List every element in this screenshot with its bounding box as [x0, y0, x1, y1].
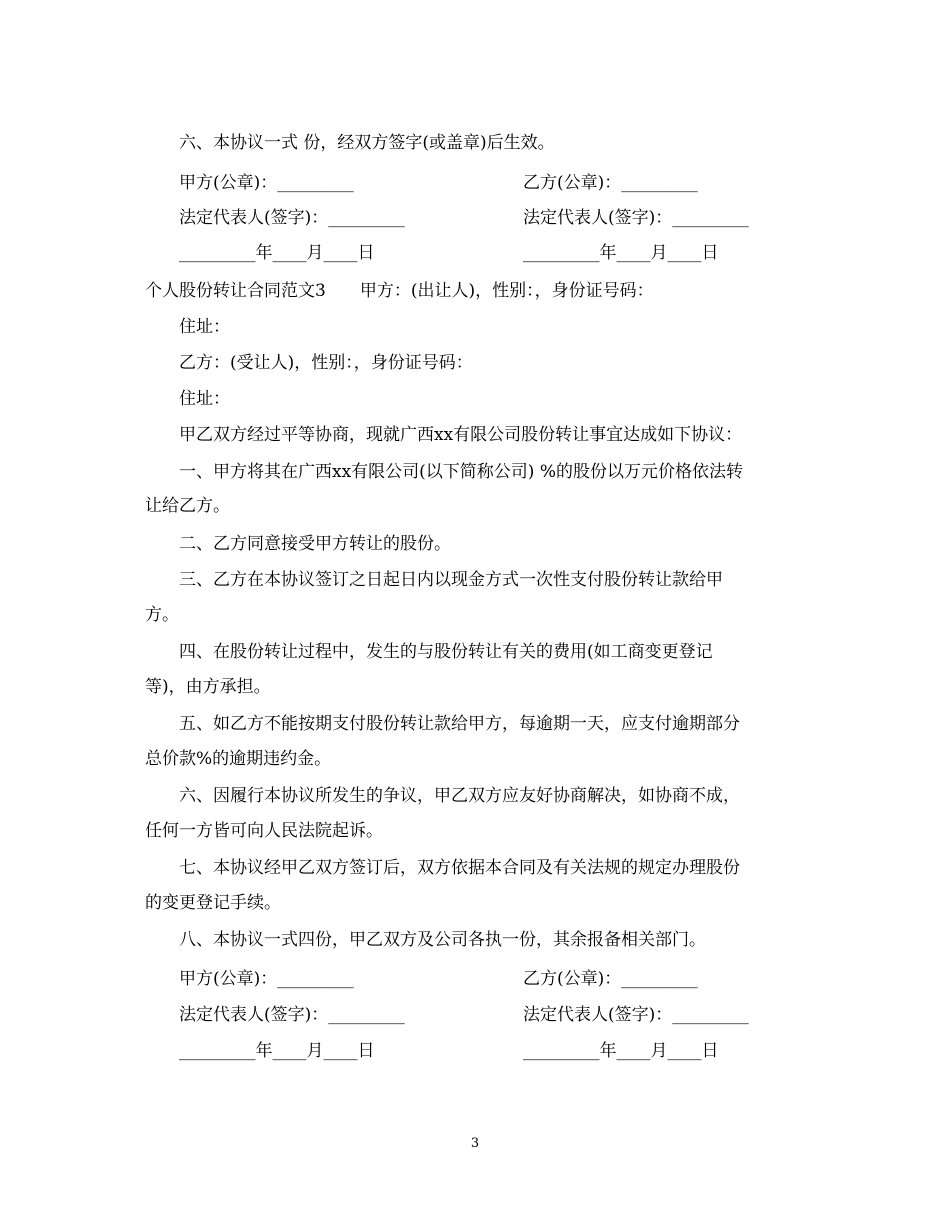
clause-7-line-2: 的变更登记手续。 [145, 893, 281, 913]
clause-3-line-2: 方。 [145, 605, 179, 625]
party-b-seal-field-2: 乙方(公章)：_________ [523, 969, 698, 989]
party-b-date-field: _________年____月____日 [523, 243, 719, 263]
party-b-representative-field-2: 法定代表人(签字)：_________ [523, 1005, 749, 1025]
party-a-representative-field: 法定代表人(签字)：_________ [179, 208, 405, 228]
clause-1-line-1: 一、甲方将其在广西xx有限公司(以下简称公司) %的股份以万元价格依法转 [179, 462, 743, 482]
party-b-seal-field: 乙方(公章)：_________ [523, 173, 698, 193]
clause-4-line-2: 等)，由方承担。 [145, 677, 271, 697]
clause-effective: 六、本协议一式 份，经双方签字(或盖章)后生效。 [179, 133, 555, 153]
party-b-address: 住址： [179, 389, 230, 409]
party-a-date-field-2: _________年____月____日 [179, 1041, 375, 1061]
clause-3-line-1: 三、乙方在本协议签订之日起日内以现金方式一次性支付股份转让款给甲 [179, 570, 723, 590]
party-a-seal-field: 甲方(公章)：_________ [179, 173, 354, 193]
clause-5-line-1: 五、如乙方不能按期支付股份转让款给甲方，每逾期一天，应支付逾期部分 [179, 714, 740, 734]
party-a-address: 住址： [179, 317, 230, 337]
party-b-representative-field: 法定代表人(签字)：_________ [523, 208, 749, 228]
clause-6-line-2: 任何一方皆可向人民法院起诉。 [145, 821, 383, 841]
clause-4-line-1: 四、在股份转让过程中，发生的与股份转让有关的费用(如工商变更登记 [179, 642, 713, 662]
clause-1-line-2: 让给乙方。 [145, 496, 230, 516]
page-number: 3 [470, 1136, 480, 1151]
clause-5-line-2: 总价款%的逾期违约金。 [145, 749, 332, 769]
clause-2: 二、乙方同意接受甲方转让的股份。 [179, 534, 451, 554]
party-b-info: 乙方：(受让人)，性别：，身份证号码： [179, 353, 473, 373]
agreement-intro: 甲乙双方经过平等协商，现就广西xx有限公司股份转让事宜达成如下协议： [179, 425, 743, 445]
party-a-representative-field-2: 法定代表人(签字)：_________ [179, 1005, 405, 1025]
contract-title-line: 个人股份转让合同范文3 甲方：(出让人)，性别：，身份证号码： [145, 281, 654, 301]
clause-7-line-1: 七、本协议经甲乙双方签订后，双方依据本合同及有关法规的规定办理股份 [179, 858, 740, 878]
party-a-seal-field-2: 甲方(公章)：_________ [179, 969, 354, 989]
party-a-date-field: _________年____月____日 [179, 243, 375, 263]
clause-8: 八、本协议一式四份，甲乙双方及公司各执一份，其余报备相关部门。 [179, 930, 706, 950]
clause-6-line-1: 六、因履行本协议所发生的争议，甲乙双方应友好协商解决，如协商不成， [179, 786, 740, 806]
party-b-date-field-2: _________年____月____日 [523, 1041, 719, 1061]
